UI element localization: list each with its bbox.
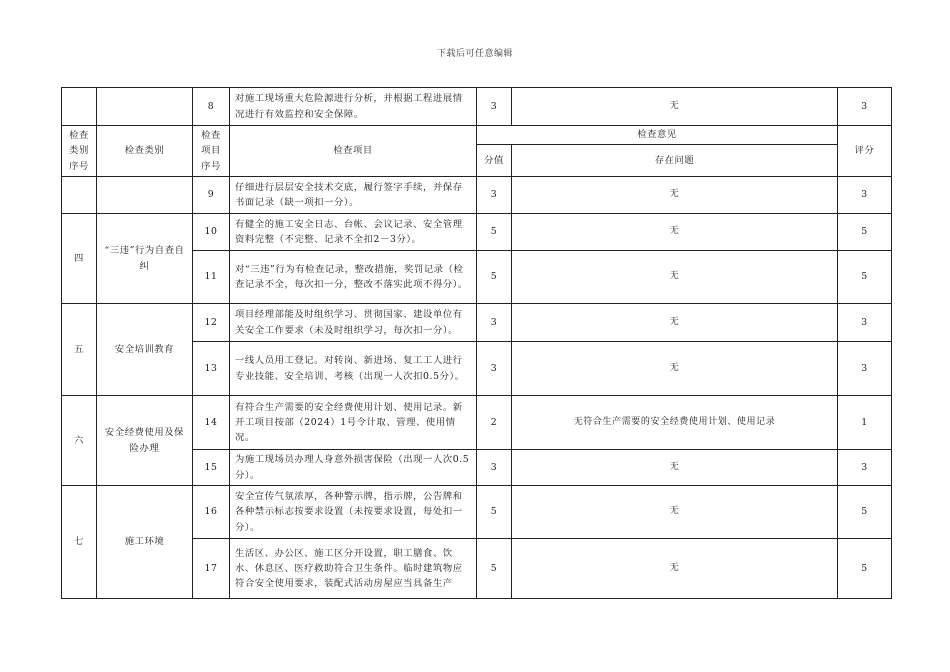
- category-no-cell: 四: [62, 214, 97, 304]
- issue-cell: 无: [512, 214, 838, 251]
- item-no-cell: 10: [193, 214, 230, 251]
- category-cell: “三违”行为自查自纠: [97, 214, 193, 304]
- value-cell: 5: [477, 539, 512, 599]
- score-cell: 5: [838, 539, 892, 599]
- item-no-cell: 17: [193, 539, 230, 599]
- issue-cell: 无: [512, 486, 838, 539]
- category-cell: 安全培训教育: [97, 304, 193, 396]
- issue-cell: 无: [512, 539, 838, 599]
- score-cell: 1: [838, 396, 892, 450]
- score-cell: 3: [838, 342, 892, 396]
- table-row: [62, 214, 892, 251]
- category-no-cell: 七: [62, 486, 97, 599]
- inspection-table: [61, 87, 892, 599]
- value-cell: 3: [477, 342, 512, 396]
- item-cell: 为施工现场员办理人身意外损害保险（出现一人次0.5分）。: [230, 450, 477, 486]
- table-header-row: [62, 126, 892, 145]
- item-cell: 有健全的施工安全日志、台帐、会议记录、安全管理资料完整（不完整、记录不全扣2－3分）。: [230, 214, 477, 251]
- issue-cell: 无符合生产需要的安全经费使用计划、使用记录: [512, 396, 838, 450]
- issue-cell: 无: [512, 342, 838, 396]
- item-no-cell: 9: [193, 177, 230, 214]
- issue-cell: 无: [512, 304, 838, 342]
- value-cell: 5: [477, 486, 512, 539]
- item-cell: 项目经理部能及时组织学习、贯彻国家、建设单位有关安全工作要求（未及时组织学习，每次扣一分）。: [230, 304, 477, 342]
- item-no-cell: 11: [193, 251, 230, 304]
- score-cell: 3: [838, 177, 892, 214]
- issue-cell: 无: [512, 88, 838, 126]
- category-cell: [97, 177, 193, 214]
- header-item: 检查项目: [230, 126, 477, 177]
- category-cell: 施工环境: [97, 486, 193, 599]
- category-no-cell: 六: [62, 396, 97, 486]
- issue-cell: 无: [512, 251, 838, 304]
- item-no-cell: 8: [193, 88, 230, 126]
- value-cell: 5: [477, 214, 512, 251]
- table-row: [62, 88, 892, 126]
- item-no-cell: 14: [193, 396, 230, 450]
- header-issues: 存在问题: [512, 145, 838, 177]
- table-row: [62, 304, 892, 342]
- header-score-value: 分值: [477, 145, 512, 177]
- category-no-cell: 五: [62, 304, 97, 396]
- score-cell: 5: [838, 486, 892, 539]
- category-cell: 安全经费使用及保险办理: [97, 396, 193, 486]
- score-cell: 5: [838, 251, 892, 304]
- header-rating: 评分: [838, 126, 892, 177]
- header-category-no: 检查类别序号: [62, 126, 97, 177]
- value-cell: 3: [477, 450, 512, 486]
- issue-cell: 无: [512, 450, 838, 486]
- value-cell: 3: [477, 177, 512, 214]
- item-cell: 对“三违”行为有检查记录，整改措施，奖罚记录（检查记录不全，每次扣一分，整改不落实此项不得分）。: [230, 251, 477, 304]
- category-no-cell: [62, 88, 97, 126]
- category-cell: [97, 88, 193, 126]
- value-cell: 3: [477, 304, 512, 342]
- score-cell: 3: [838, 450, 892, 486]
- score-cell: 3: [838, 304, 892, 342]
- issue-cell: 无: [512, 177, 838, 214]
- item-no-cell: 13: [193, 342, 230, 396]
- table-row: [62, 396, 892, 450]
- value-cell: 5: [477, 251, 512, 304]
- item-cell: 安全宣传气氛浓厚，各种警示牌，指示牌，公告牌和各种禁示标志按要求设置（未按要求设置，每处扣一分）。: [230, 486, 477, 539]
- header-opinion: 检查意见: [477, 126, 838, 145]
- page-header-note: 下载后可任意编辑: [436, 49, 513, 59]
- item-no-cell: 12: [193, 304, 230, 342]
- score-cell: 3: [838, 88, 892, 126]
- item-cell: 仔细进行层层安全技术交底，履行签字手续，并保存书面记录（缺一项扣一分）。: [230, 177, 477, 214]
- value-cell: 2: [477, 396, 512, 450]
- item-cell: 生活区、办公区、施工区分开设置，职工膳食、饮水、休息区、医疗救助符合卫生条件。临时建筑物应符合安全使用要求，装配式活动房屋应当具备生产: [230, 539, 477, 599]
- item-no-cell: 15: [193, 450, 230, 486]
- item-cell: 一线人员用工登记。对转岗、新进场、复工工人进行专业技能、安全培训、考核（出现一人次扣0.5分）。: [230, 342, 477, 396]
- header-item-no: 检查项目序号: [193, 126, 230, 177]
- item-no-cell: 16: [193, 486, 230, 539]
- header-category: 检查类别: [97, 126, 193, 177]
- table-row: [62, 486, 892, 539]
- item-cell: 有符合生产需要的安全经费使用计划、使用记录。新开工项目按部（2024）1号令计取、管理、使用情况。: [230, 396, 477, 450]
- table-row: [62, 177, 892, 214]
- score-cell: 5: [838, 214, 892, 251]
- value-cell: 3: [477, 88, 512, 126]
- item-cell: 对施工现场重大危险源进行分析，并根据工程进展情况进行有效监控和安全保障。: [230, 88, 477, 126]
- category-no-cell: [62, 177, 97, 214]
